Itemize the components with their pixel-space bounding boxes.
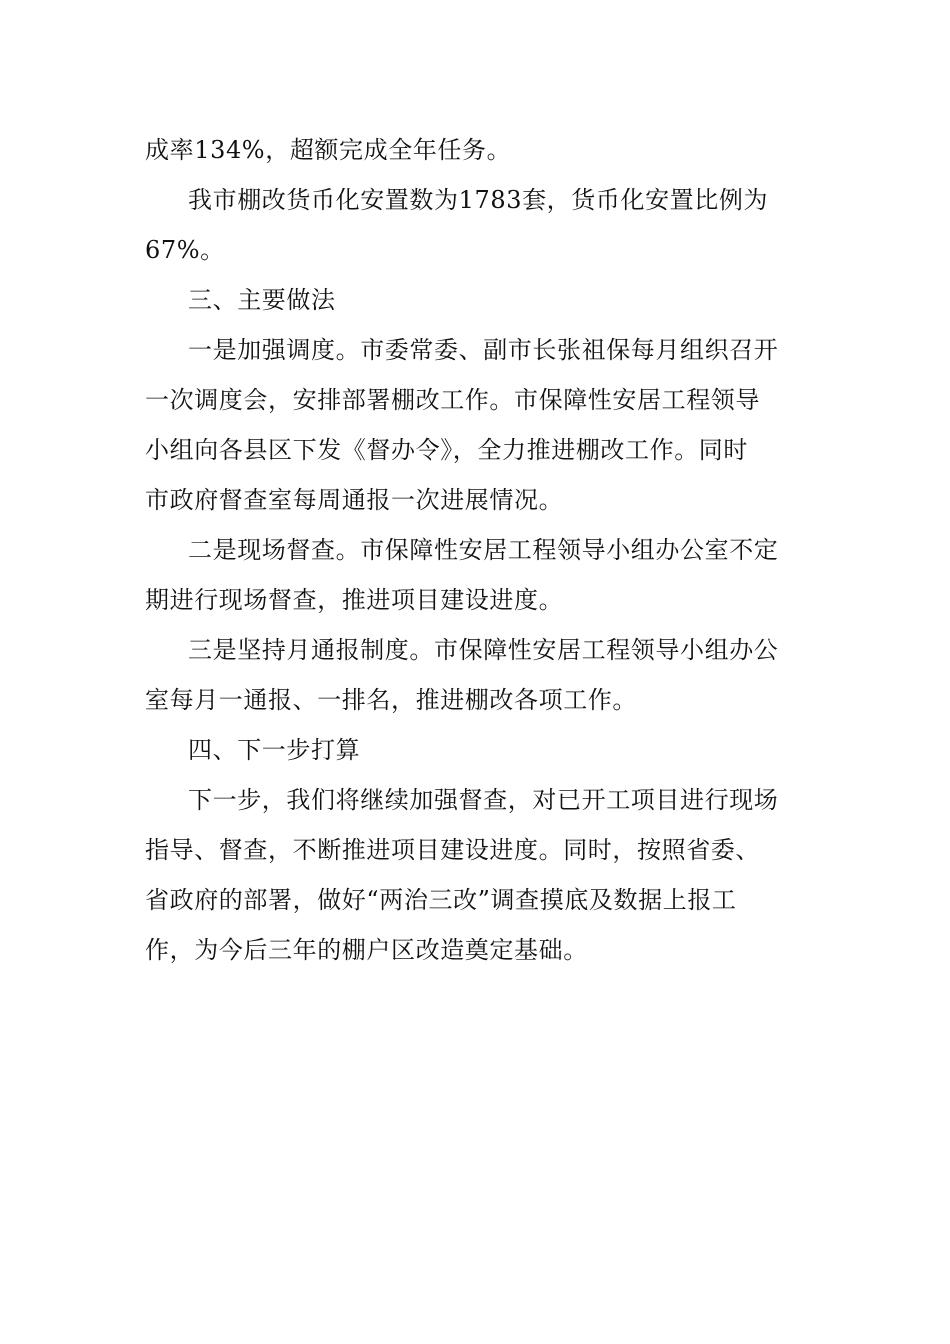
- text-line: 作，为今后三年的棚户区改造奠定基础。: [145, 936, 588, 964]
- paragraph-first-line: 我市棚改货币化安置数为1783套，货币化安置比例为: [188, 186, 769, 214]
- paragraph-first-line: 下一步，我们将继续加强督查，对已开工项目进行现场: [188, 786, 779, 814]
- text-line: 成率134%，超额完成全年任务。: [145, 136, 512, 164]
- text-line: 期进行现场督查，推进项目建设进度。: [145, 586, 564, 614]
- text-line: 指导、督查，不断推进项目建设进度。同时，按照省委、: [145, 836, 760, 864]
- paragraph-first-line: 二是现场督查。市保障性安居工程领导小组办公室不定: [188, 536, 779, 564]
- paragraph-first-line: 一是加强调度。市委常委、副市长张祖保每月组织召开: [188, 336, 779, 364]
- section-heading: 三、主要做法: [188, 286, 336, 314]
- section-heading: 四、下一步打算: [188, 736, 361, 764]
- text-line: 室每月一通报、一排名，推进棚改各项工作。: [145, 686, 637, 714]
- text-line: 一次调度会，安排部署棚改工作。市保障性安居工程领导: [145, 386, 760, 414]
- paragraph-first-line: 三是坚持月通报制度。市保障性安居工程领导小组办公: [188, 636, 779, 664]
- text-line: 小组向各县区下发《督办令》，全力推进棚改工作。同时: [145, 436, 748, 464]
- text-line: 省政府的部署，做好“两治三改”调查摸底及数据上报工: [145, 886, 737, 914]
- text-line: 市政府督查室每周通报一次进展情况。: [145, 486, 564, 514]
- text-line: 67%。: [145, 236, 225, 264]
